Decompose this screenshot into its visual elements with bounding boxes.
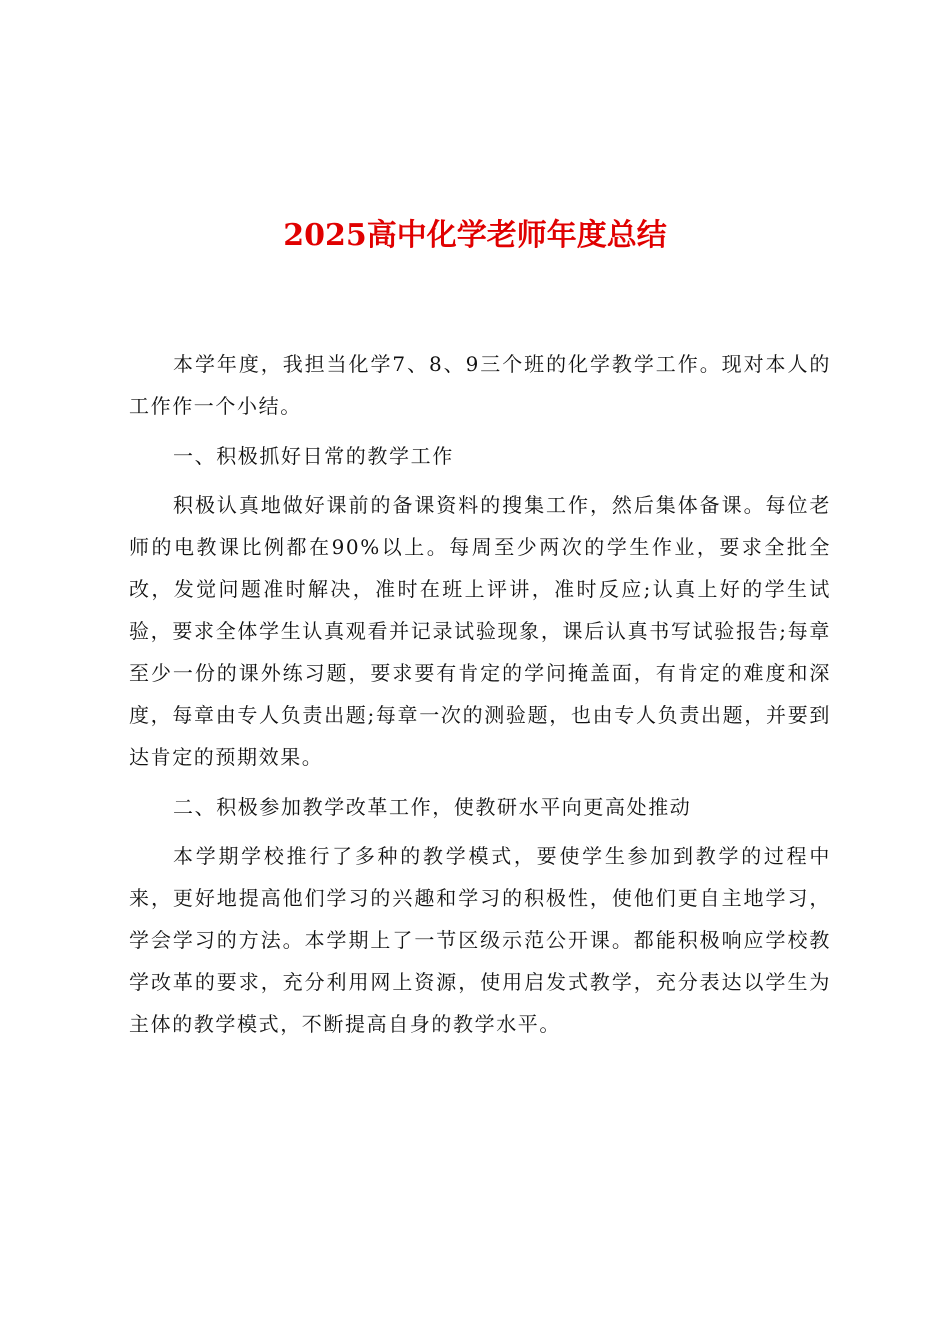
document-title: 2025高中化学老师年度总结 [283,218,667,253]
section-heading-1: 一、积极抓好日常的教学工作 [173,443,454,468]
document-body [129,343,831,1053]
intro-paragraph: 本学年度，我担当化学7、8、9三个班的化学教学工作。现对本人的工作作一个小结。 [129,352,831,418]
section-heading-2: 二、积极参加教学改革工作，使教研水平向更高处推动 [173,794,692,819]
section-1-paragraph: 积极认真地做好课前的备课资料的搜集工作，然后集体备课。每位老师的电教课比例都在90%以上。每周至少两次的学生作业，要求全批全改，发觉问题准时解决，准时在班上评讲，准时反应;认真上好的学生试验，要求全体学生认真观看并记录试验现象，课后认真书写试验报告;每章至少一份的课外练习题，要求要有肯定的学问掩盖面，有肯定的难度和深度，每章由专人负责出题;每章一次的测验题，也由专人负责出题，并要到达肯定的预期效果。 [129,493,831,770]
section-2-paragraph: 本学期学校推行了多种的教学模式，要使学生参加到教学的过程中来，更好地提高他们学习的兴趣和学习的积极性，使他们更自主地学习，学会学习的方法。本学期上了一节区级示范公开课。都能积极响应学校教学改革的要求，充分利用网上资源，使用启发式教学，充分表达以学生为主体的教学模式，不断提高自身的教学水平。 [129,844,831,1037]
